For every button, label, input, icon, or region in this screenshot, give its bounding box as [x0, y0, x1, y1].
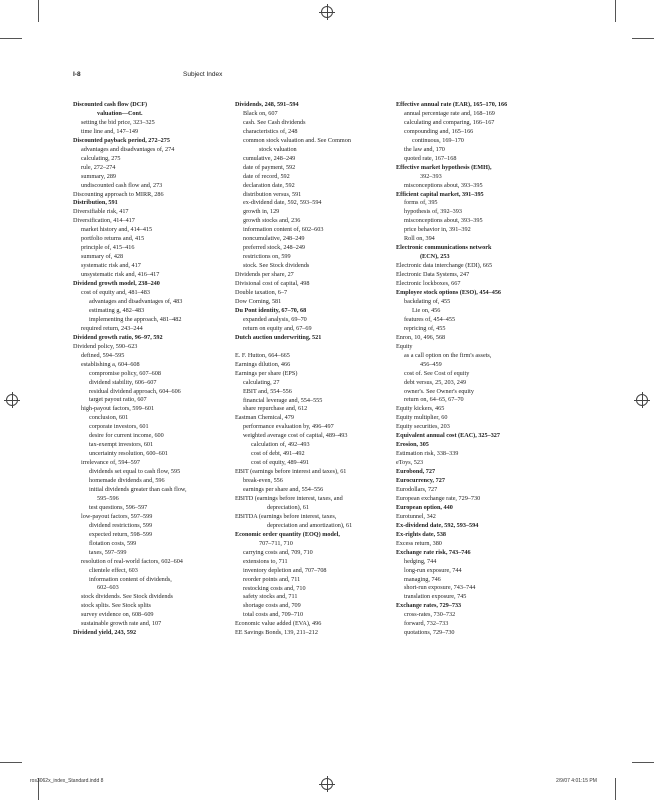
index-subentry: growth stocks and, 236 — [243, 217, 301, 225]
index-subentry: translation exposure, 745 — [404, 593, 467, 601]
index-entry: Equivalent annual cost (EAC), 325–327 — [396, 432, 500, 440]
index-subentry: systematic risk and, 417 — [81, 262, 141, 270]
index-entry: Employee stock options (ESO), 454–456 — [396, 289, 502, 297]
index-entry: Discounted cash flow (DCF) — [73, 101, 148, 108]
index-subentry: 707–711, 710 — [259, 539, 293, 547]
index-entry: Excess return, 380 — [396, 539, 442, 547]
running-header — [73, 71, 223, 78]
index-subentry: extensions to, 711 — [243, 557, 288, 565]
index-subentry: the law and, 170 — [404, 145, 445, 153]
index-subentry: dividend restrictions, 599 — [89, 521, 153, 529]
index-subentry: advantages and disadvantages of, 274 — [81, 145, 175, 153]
index-subentry: forward, 732–733 — [404, 620, 449, 628]
index-entry: Enron, 10, 496, 568 — [396, 333, 446, 341]
index-subentry: rule, 272–274 — [81, 163, 116, 171]
index-subentry: information content of dividends, — [89, 575, 172, 583]
index-entry: Diversification, 414–417 — [73, 217, 135, 225]
index-subentry: summary, 289 — [81, 172, 117, 180]
index-subentry: cost of. See Cost of equity — [404, 369, 470, 377]
index-entry: Eastman Chemical, 479 — [235, 414, 294, 422]
index-subentry: survey evidence on, 608–609 — [81, 611, 154, 619]
index-subentry: EBIT and, 554–556 — [243, 387, 292, 395]
index-subentry: irrelevance of, 594–597 — [81, 459, 140, 467]
index-entry: Eurotunnel, 342 — [396, 512, 436, 520]
index-subentry: misconceptions about, 393–395 — [404, 181, 483, 189]
index-subentry: test questions, 596–597 — [89, 503, 148, 511]
index-subentry: weighted average cost of capital, 489–493 — [243, 432, 348, 440]
index-entry: Dividend yield, 243, 592 — [73, 629, 137, 637]
index-entry: E. F. Hutton, 664–665 — [235, 351, 290, 359]
index-subentry: residual dividend approach, 604–606 — [89, 387, 181, 395]
index-subentry: characteristics of, 248 — [243, 127, 298, 135]
index-subentry: cost of equity and, 481–483 — [81, 289, 150, 297]
index-subentry: stock splits. See Stock splits — [81, 602, 151, 610]
index-subentry: financial leverage and, 554–555 — [243, 396, 323, 404]
index-entry: Dividend growth model, 238–240 — [73, 280, 160, 288]
index-entry: Equity kickers, 465 — [396, 405, 445, 413]
index-subentry: stock. See Stock dividends — [243, 262, 310, 270]
index-subentry: expanded analysis, 69–70 — [243, 315, 307, 323]
index-entry: EBITD (earnings before interest, taxes, and — [235, 494, 343, 502]
index-entry: Electronic Data Systems, 247 — [396, 271, 470, 279]
slug-timestamp: 2/9/07 4:01:15 PM — [556, 778, 597, 784]
index-entry: Economic value added (EVA), 496 — [235, 620, 322, 628]
index-subentry: calculating and comparing, 166–167 — [404, 118, 495, 126]
index-column-2 — [235, 101, 393, 638]
index-entry: Dividends per share, 27 — [235, 271, 294, 279]
index-subentry: distribution versus, 591 — [243, 190, 302, 198]
crop-mark — [632, 762, 654, 763]
index-entry: Eurobond, 727 — [396, 468, 436, 476]
index-entry: Earnings per share (EPS) — [235, 369, 298, 377]
index-subentry: preferred stock, 248–249 — [243, 244, 306, 252]
index-subentry: safety stocks and, 711 — [243, 593, 298, 601]
index-subentry: calculating, 275 — [81, 154, 121, 162]
index-subentry: continuous, 169–170 — [412, 136, 464, 144]
index-subentry: dividends set equal to cash flow, 595 — [89, 468, 181, 476]
index-subentry: quotations, 729–730 — [404, 629, 455, 637]
index-subentry: repricing of, 455 — [404, 324, 446, 332]
index-entry: Earnings dilution, 466 — [235, 360, 291, 368]
index-entry: Effective annual rate (EAR), 165–170, 166 — [396, 101, 508, 108]
index-subentry: Roll on, 394 — [404, 235, 435, 243]
index-subentry: required return, 243–244 — [81, 324, 143, 332]
index-subentry: cross-rates, 730–732 — [404, 611, 456, 619]
index-subentry: compromise policy, 607–608 — [89, 369, 161, 377]
index-entry: Equity — [396, 342, 413, 350]
index-subentry: information content of, 602–603 — [243, 226, 324, 234]
index-subentry: depreciation and amortization), 61 — [267, 521, 353, 529]
index-subentry: Black on, 607 — [243, 109, 278, 117]
index-subentry: conclusion, 601 — [89, 414, 129, 422]
registration-mark-icon — [321, 778, 333, 790]
index-entry: eToys, 523 — [396, 459, 424, 467]
index-subentry: total costs and, 709–710 — [243, 611, 304, 619]
index-subentry: restrictions on, 599 — [243, 253, 291, 261]
index-subentry: clientele effect, 603 — [89, 566, 138, 574]
index-subentry: noncumulative, 248–249 — [243, 235, 305, 243]
index-subentry: 392–393 — [420, 172, 442, 180]
index-subentry: backdating of, 455 — [404, 297, 451, 305]
index-subentry: high-payout factors, 599–601 — [81, 405, 155, 413]
index-entry: Economic order quantity (EOQ) model, — [235, 530, 340, 538]
index-subentry: (ECN), 253 — [420, 253, 450, 261]
index-subentry: principle of, 415–416 — [81, 244, 135, 252]
index-subentry: cost of debt, 491–492 — [251, 450, 305, 458]
index-subentry: owner's. See Owner's equity — [404, 387, 474, 395]
index-entry: Equity securities, 203 — [396, 423, 450, 431]
index-subentry: long-run exposure, 744 — [404, 566, 462, 574]
index-subentry: return on equity and, 67–69 — [243, 324, 312, 332]
index-subentry: summary of, 428 — [81, 253, 124, 261]
index-subentry: target payout ratio, 607 — [89, 396, 147, 404]
index-entry: Double taxation, 6–7 — [235, 289, 288, 297]
index-subentry: implementing the approach, 481–482 — [89, 315, 182, 323]
index-subentry: reorder points and, 711 — [243, 575, 301, 583]
index-entry: Dividend policy, 590–623 — [73, 342, 138, 350]
index-subentry: misconceptions about, 393–395 — [404, 217, 483, 225]
index-entry: Du Pont identity, 67–70, 68 — [235, 306, 307, 314]
index-entry: Dividend growth ratio, 96–97, 592 — [73, 333, 163, 341]
index-subentry: flotation costs, 599 — [89, 539, 137, 547]
index-column-1 — [73, 101, 231, 638]
index-subentry: common stock valuation and. See Common — [243, 136, 351, 144]
index-entry: Discounted payback period, 272–275 — [73, 136, 170, 144]
index-entry: EBITDA (earnings before interest, taxes, — [235, 512, 337, 520]
slug-file-name: ros3062x_index_Standard.indd 8 — [30, 778, 104, 784]
index-subentry: short-run exposure, 743–744 — [404, 584, 476, 592]
registration-mark-icon — [6, 394, 18, 406]
index-entry: EBIT (earnings before interest and taxes), 61 — [235, 468, 347, 476]
index-subentry: stock valuation — [259, 145, 297, 153]
crop-mark — [632, 38, 654, 39]
index-subentry: return on, 64–65, 67–70 — [404, 396, 464, 404]
index-subentry: stock dividends. See Stock dividends — [81, 593, 173, 601]
index-subentry: declaration date, 592 — [243, 181, 295, 189]
index-subentry: resolution of real-world factors, 602–604 — [81, 557, 183, 565]
page-number: I-8 — [73, 71, 81, 78]
index-entry: European exchange rate, 729–730 — [396, 494, 481, 502]
crop-mark — [38, 0, 39, 22]
index-entry: Exchange rate risk, 743–746 — [396, 548, 471, 556]
index-entry: Eurodollars, 727 — [396, 485, 438, 493]
index-subentry: Lie on, 456 — [412, 306, 441, 314]
index-subentry: calculation of, 492–493 — [251, 441, 310, 449]
index-subentry: time line and, 147–149 — [81, 127, 139, 135]
index-subentry: tax-exempt investors, 601 — [89, 441, 154, 449]
index-subentry: annual percentage rate and, 168–169 — [404, 109, 495, 117]
index-subentry: ex-dividend date, 592, 593–594 — [243, 199, 322, 207]
index-subentry: estimating g, 482–483 — [89, 306, 145, 314]
index-subentry: date of record, 592 — [243, 172, 290, 180]
index-spacer — [235, 343, 393, 352]
index-subentry: quoted rate, 167–168 — [404, 154, 457, 162]
index-subentry: taxes, 597–599 — [89, 548, 127, 556]
index-subentry: portfolio returns and, 415 — [81, 235, 145, 243]
index-column-3 — [396, 101, 554, 638]
registration-mark-icon — [321, 6, 333, 18]
index-subentry: unsystematic risk and, 416–417 — [81, 271, 160, 279]
index-subentry: compounding and, 165–166 — [404, 127, 474, 135]
index-subentry: defined, 594–595 — [81, 351, 125, 359]
index-subentry: 602–603 — [97, 584, 119, 592]
index-subentry: managing, 746 — [404, 575, 441, 583]
index-subentry: 595–596 — [97, 494, 119, 502]
index-entry: Effective market hypothesis (EMH), — [396, 163, 492, 171]
index-entry: Erosion, 305 — [396, 441, 429, 449]
index-subentry: desire for current income, 600 — [89, 432, 164, 440]
index-entry: Divisional cost of capital, 498 — [235, 280, 310, 288]
index-entry: Dividends, 248, 591–594 — [235, 101, 299, 108]
index-subentry: sustainable growth rate and, 107 — [81, 620, 162, 628]
page-title: Subject Index — [183, 71, 223, 78]
crop-mark — [615, 778, 616, 800]
index-subentry: debt versus, 25, 203, 249 — [404, 378, 467, 386]
index-subentry: price behavior in, 391–392 — [404, 226, 471, 234]
registration-mark-icon — [636, 394, 648, 406]
index-entry: Discounting approach to MIRR, 286 — [73, 190, 164, 198]
index-subentry: market history and, 414–415 — [81, 226, 153, 234]
index-subentry: homemade dividends and, 596 — [89, 477, 165, 485]
index-subentry: earnings per share and, 554–556 — [243, 486, 324, 494]
index-subentry: share repurchase and, 612 — [243, 405, 308, 413]
index-subentry: restocking costs and, 710 — [243, 584, 306, 592]
index-subentry: undiscounted cash flow and, 273 — [81, 181, 163, 189]
index-subentry: initial dividends greater than cash flow, — [89, 485, 187, 493]
index-subentry: forms of, 395 — [404, 199, 438, 207]
index-entry: Diversifiable risk, 417 — [73, 208, 129, 216]
crop-mark — [0, 38, 22, 39]
index-entry: Dow Corning, 581 — [235, 297, 282, 305]
index-subentry: shortage costs and, 709 — [243, 602, 301, 610]
index-subentry: corporate investors, 601 — [89, 423, 149, 431]
index-subentry: hedging, 744 — [404, 557, 437, 565]
index-subentry: as a call option on the firm's assets, — [404, 351, 492, 359]
index-subentry: dividend stability, 606–607 — [89, 378, 157, 386]
index-subentry: valuation—Cont. — [97, 109, 143, 117]
index-subentry: break-even, 556 — [243, 477, 283, 485]
index-subentry: depreciation), 61 — [267, 503, 309, 511]
index-entry: European option, 440 — [396, 503, 453, 511]
index-subentry: cash. See Cash dividends — [243, 118, 306, 126]
index-subentry: features of, 454–455 — [404, 315, 456, 323]
index-entry: Distribution, 591 — [73, 199, 118, 207]
index-subentry: cost of equity, 489–491 — [251, 459, 310, 467]
index-entry: Electronic data interchange (EDI), 665 — [396, 262, 493, 270]
index-entry: Electronic communications network — [396, 244, 492, 252]
index-subentry: expected return, 598–599 — [89, 530, 153, 538]
index-subentry: calculating, 27 — [243, 378, 280, 386]
index-entry: Dutch auction underwriting, 521 — [235, 333, 322, 341]
index-entry: Efficient capital market, 391–395 — [396, 190, 484, 198]
index-subentry: establishing a, 604–608 — [81, 360, 140, 368]
index-entry: Exchange rates, 729–733 — [396, 602, 462, 610]
index-subentry: hypothesis of, 392–393 — [404, 208, 462, 216]
index-entry: Eurocurrency, 727 — [396, 477, 445, 485]
index-subentry: inventory depletion and, 707–708 — [243, 566, 327, 574]
index-subentry: low-payout factors, 597–599 — [81, 512, 153, 520]
index-entry: Estimation risk, 338–339 — [396, 450, 459, 458]
index-subentry: carrying costs and, 709, 710 — [243, 548, 313, 556]
index-subentry: cumulative, 248–249 — [243, 154, 296, 162]
index-entry: EE Savings Bonds, 139, 211–212 — [235, 629, 318, 637]
index-subentry: setting the bid price, 323–325 — [81, 118, 155, 126]
index-subentry: uncertainty resolution, 600–601 — [89, 450, 168, 458]
index-entry: Electronic lockboxes, 667 — [396, 280, 461, 288]
crop-mark — [0, 762, 22, 763]
index-subentry: 456–459 — [420, 360, 442, 368]
index-subentry: growth in, 129 — [243, 208, 280, 216]
index-subentry: advantages and disadvantages of, 483 — [89, 297, 183, 305]
index-entry: Equity multiplier, 60 — [396, 414, 448, 422]
index-entry: Ex-dividend date, 592, 593–594 — [396, 521, 479, 529]
crop-mark — [615, 0, 616, 22]
index-subentry: performance evaluation by, 496–497 — [243, 423, 334, 431]
index-subentry: date of payment, 592 — [243, 163, 296, 171]
index-entry: Ex-rights date, 538 — [396, 530, 447, 538]
